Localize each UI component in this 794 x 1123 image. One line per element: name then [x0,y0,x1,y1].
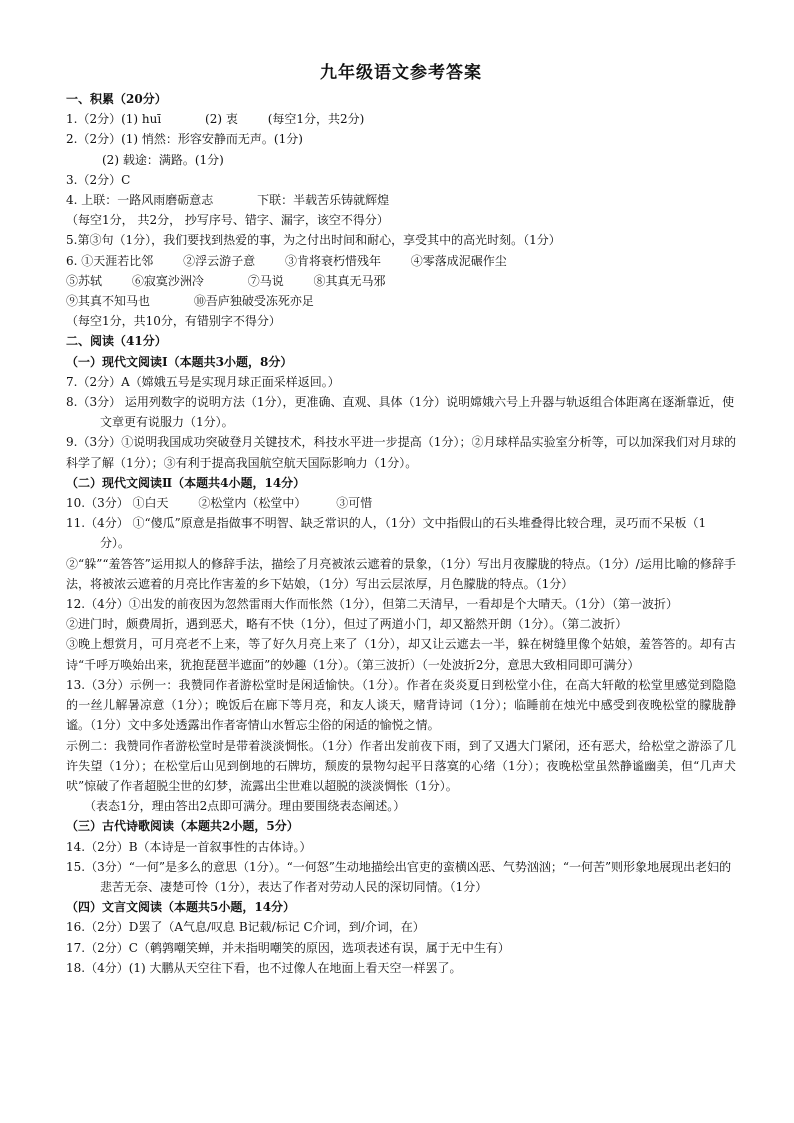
answer-text: ⑨其真不知马也 [66,294,151,309]
answer-line: 9.（3分）①说明我国成功突破登月关键技术，科技水平进一步提高（1分）；②月球样品实验室分析等，可以加深我们对月球的科学了解（1分）；③有利于提高我国航空航天国际影响力（1分）。 [66,435,736,470]
answer-line: 12.（4分）①出发的前夜因为忽然雷雨大作而怅然（1分），但第二天清早，一看却是个大晴天。（1分）（第一波折） [66,597,678,612]
answer-text: ⑤苏轼 [66,273,103,288]
answer-line [66,291,736,311]
answer-text: 6. ①天涯若比邻 [66,253,154,268]
answer-text: ②浮云游子意 [183,253,256,268]
answer-line [66,190,736,210]
answer-line: 18.（4分）(1) 大鹏从天空往下看，也不过像人在地面上看天空一样罢了。 [66,960,462,975]
answer-line: 16.（2分）D罢了（A气息/叹息 B记载/标记 C介词，到/介词，在） [66,920,425,935]
answer-line: (2) 载途：满路。(1分) [102,152,224,167]
answer-line: ②“躲”“羞答答”运用拟人的修辞手法，描绘了月亮被浓云遮着的景象，（1分）写出月夜朦胧的特点。（1分）/运用比喻的修辞手法，将被浓云遮着的月亮比作害羞的乡下姑娘，（1分）写出云层浓厚，月色朦胧的特点。（1分） [66,556,736,591]
answer-text: ④零落成泥碾作尘 [410,253,507,268]
answer-text: ③可惜 [336,496,373,511]
answer-line: 2.（2分）(1) 悄然：形容安静而无声。(1分) [66,132,303,147]
answer-text: 下联：半载苦乐铸就辉煌 [257,193,390,208]
page-title: 九年级语文参考答案 [320,63,482,83]
subsection-heading: （一）现代文阅读Ⅰ（本题共3小题，8分） [66,354,293,369]
answer-text: 4. 上联：一路风雨磨砺意志 [66,193,214,208]
subsection-heading: （二）现代文阅读Ⅱ（本题共4小题，14分） [66,475,306,490]
answer-line [66,109,736,129]
answer-sheet [66,58,736,978]
answer-line: ②进门时，颇费周折，遇到恶犬，略有不快（1分），但过了两道小门，却又豁然开朗（1分）。（第二波折） [66,617,628,632]
answer-text: ②松堂内（松堂中） [198,496,307,511]
answer-line: 3.（2分）C [66,172,131,187]
answer-text: ⑧其真无马邪 [313,273,386,288]
answer-line: 15.（3分）“一何”是多么的意思（1分）。“一何怒”生动地描绘出官吏的蛮横凶恶、气势汹汹；“一何苦”则形象地展现出老妇的悲苦无奈、凄楚可怜（1分），表达了作者对劳动人民的深切同情。（1分） [66,859,732,894]
answer-text: (2) 衷 [205,112,238,127]
answer-line: 13.（3分）示例一：我赞同作者游松堂时是闲适愉快。（1分）。作者在炎炎夏日到松堂小住，在高大轩敞的松堂里感觉到隐隐的一丝儿解暑凉意（1分）；晚饭后在廊下等月亮，和友人谈天，赌背诗词（1分）；临睡前在烛光中感受到夜晚松堂的朦胧静谧。（1分）文中多处透露出作者寄情山水暂忘尘俗的闲适的愉悦之情。 [66,677,736,733]
answer-line: ③晚上想赏月，可月亮老不上来，等了好久月亮上来了（1分），却又让云遮去一半，躲在树缝里像个姑娘，羞答答的。却有古诗“千呼万唤始出来，犹抱琵琶半遮面”的妙趣（1分）。（第三波折）（一处波折2分，意思大致相同即可满分） [66,637,736,672]
answer-line [66,271,736,291]
section-heading: 一、积累（20分） [66,92,167,106]
answer-text: 10.（3分） ①白天 [66,496,169,511]
subsection-heading: （三）古代诗歌阅读（本题共2小题，5分） [66,819,299,834]
answer-line: 5.第③句（1分），我们要找到热爱的事，为之付出时间和耐心，享受其中的高光时刻。（1分） [66,233,561,248]
answer-line: 7.（2分）A（嫦娥五号是实现月球正面采样返回。） [66,374,340,389]
answer-line [66,251,736,271]
scoring-note: （表态1分，理由答出2点即可满分。理由要围绕表态阐述。） [84,799,406,814]
answer-line: 17.（2分）C（鹌鹑嘲笑蝉，并未指明嘲笑的原因，选项表述有误，属于无中生有） [66,940,510,955]
answer-line: 8.（3分） 运用列数字的说明方法（1分），更准确、直观、具体（1分）说明嫦娥六号上升器与轨返组合体距离在逐渐靠近，使文章更有说服力（1分）。 [66,395,735,430]
answer-line: 11.（4分） ①“傻瓜”原意是指做事不明智、缺乏常识的人，（1分）文中指假山的石头堆叠得比较合理，灵巧而不呆板（1分）。 [66,516,707,551]
section-heading: 二、阅读（41分） [66,334,167,349]
answer-text: ⑥寂寞沙洲冷 [131,273,204,288]
scoring-note: （每空1分，共10分，有错别字不得分） [66,314,281,329]
answer-text: ⑦马说 [247,273,284,288]
answer-text: 1.（2分）(1) huī [66,112,162,127]
answer-line: 14.（2分）B（本诗是一首叙事性的古体诗。） [66,839,312,854]
answer-text: (每空1分，共2分) [267,112,365,127]
subsection-heading: （四）文言文阅读（本题共5小题，14分） [66,900,296,915]
answer-line: 示例二：我赞同作者游松堂时是带着淡淡惆怅。（1分）作者出发前夜下雨，到了又遇大门紧闭，还有恶犬，给松堂之游添了几许失望（1分）；在松堂后山见到倒地的石牌坊，颓废的景物勾起平日落寞的心绪（1分）；夜晚松堂虽然静谧幽美，但“几声犬吠”惊破了作者超脱尘世的幻梦，流露出尘世难以超脱的淡淡惆怅（1分）。 [66,738,736,793]
answer-text: ⑩吾庐独破受冻死亦足 [193,294,314,309]
scoring-note: （每空1分， 共2分， 抄写序号、错字、漏字，该空不得分） [66,213,389,228]
answer-text: ③肯将衰朽惜残年 [284,253,381,268]
answer-line [66,493,736,513]
